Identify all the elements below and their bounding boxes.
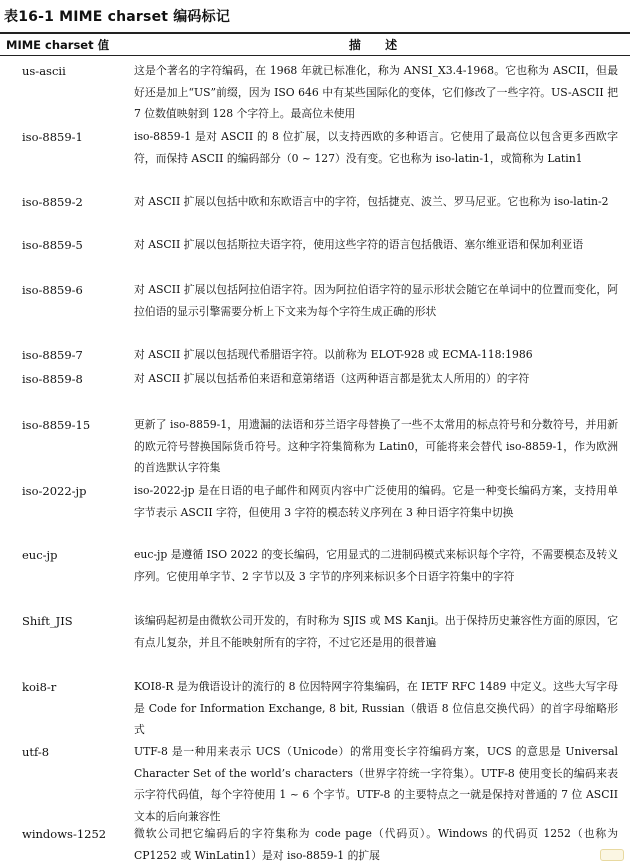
charset-description: 更新了 iso-8859-1，用遗漏的法语和芬兰语字母替换了一些不太常用的标点符号和分数符号，并用新的欧元符号替换国际货币符号。这种字符集简称为 Latin0，可能将来会替代 iso-8859-1，作为欧洲的首选默认字符集 (134, 418, 618, 474)
corner-sticker (600, 849, 624, 861)
table-header-rule (0, 55, 630, 56)
charset-name: koi8-r (22, 680, 57, 694)
charset-name: iso-8859-5 (22, 238, 83, 252)
charset-name: Shift_JIS (22, 614, 73, 628)
header-charset-value: MIME charset 值 (6, 38, 110, 52)
charset-name: euc-jp (22, 548, 58, 562)
charset-name: us-ascii (22, 64, 66, 78)
charset-name: iso-2022-jp (22, 484, 87, 498)
charset-name: iso-8859-8 (22, 372, 83, 386)
charset-description: UTF-8 是一种用来表示 UCS（Unicode）的常用变长字符编码方案，UCS 的意思是 Universal Character Set of the world’s characters（世界字符统一字符集）。UTF-8 使用变长的编码来表示字符代码值，每个字符使用 1 ~ 6 个字节。UTF-8 的主要特点之一就是保持对普通的 7 位 ASCII 文本的后向兼容性 (134, 745, 618, 823)
charset-name: utf-8 (22, 745, 50, 759)
charset-description: iso-2022-jp 是在日语的电子邮件和网页内容中广泛使用的编码。它是一种变长编码方案，支持用单字节表示 ASCII 字符，但使用 3 字符的模态转义序列在 3 种日语字符集中切换 (134, 484, 618, 519)
charset-description: 这是个著名的字符编码，在 1968 年就已标准化，称为 ANSI_X3.4-1968。它也称为 ASCII，但最好还是加上“US”前缀，因为 ISO 646 中有某些国际化的变体，它们修改了一些字符。US-ASCII 把 7 位数值映射到 128 个字符上。最高位未使用 (134, 64, 618, 120)
charset-description: iso-8859-1 是对 ASCII 的 8 位扩展，以支持西欧的多种语言。它使用了最高位以包含更多西欧字符，而保持 ASCII 的编码部分（0 ~ 127）没有变。它也称为 iso-latin-1，或简称为 Latin1 (134, 130, 618, 165)
charset-description: 对 ASCII 扩展以包括希伯来语和意第绪语（这两种语言都是犹太人所用的）的字符 (134, 372, 530, 385)
charset-name: iso-8859-1 (22, 130, 83, 144)
charset-description: 对 ASCII 扩展以包括中欧和东欧语言中的字符，包括捷克、波兰、罗马尼亚。它也称为 iso-latin-2 (134, 195, 609, 208)
table-caption: 表16-1 MIME charset 编码标记 (4, 9, 231, 25)
charset-description: 微软公司把它编码后的字符集称为 code page（代码页）。Windows 的代码页 1252（也称为 CP1252 或 WinLatin1）是对 iso-8859-1 的扩展 (134, 827, 618, 862)
header-description: 描 述 (348, 38, 408, 52)
charset-description: 对 ASCII 扩展以包括现代希腊语字符。以前称为 ELOT-928 或 ECMA-118:1986 (134, 348, 533, 361)
charset-name: iso-8859-15 (22, 418, 91, 432)
charset-name: iso-8859-2 (22, 195, 83, 209)
charset-description: euc-jp 是遵循 ISO 2022 的变长编码，它用显式的二进制码模式来标识每个字符，不需要模态及转义序列。它使用单字节、2 字节以及 3 字节的序列来标识多个日语字符集中的字符 (134, 548, 618, 583)
charset-description: 对 ASCII 扩展以包括斯拉夫语字符，使用这些字符的语言包括俄语、塞尔维亚语和保加利亚语 (134, 238, 584, 251)
charset-name: iso-8859-7 (22, 348, 83, 362)
charset-description: 该编码起初是由微软公司开发的，有时称为 SJIS 或 MS Kanji。出于保持历史兼容性方面的原因，它有点儿复杂，并且不能映射所有的字符，不过它还是用的很普遍 (134, 614, 618, 649)
charset-description: KOI8-R 是为俄语设计的流行的 8 位因特网字符集编码，在 IETF RFC 1489 中定义。这些大写字母是 Code for Information Exchange, 8 bit, Russian（俄语 8 位信息交换代码）的首字母缩略形式 (134, 680, 618, 736)
charset-name: windows-1252 (22, 827, 107, 841)
charset-description: 对 ASCII 扩展以包括阿拉伯语字符。因为阿拉伯语字符的显示形状会随它在单词中的位置而变化，阿拉伯语的显示引擎需要分析上下文来为每个字符生成正确的形状 (134, 283, 618, 318)
charset-name: iso-8859-6 (22, 283, 83, 297)
table-top-rule (0, 32, 630, 34)
